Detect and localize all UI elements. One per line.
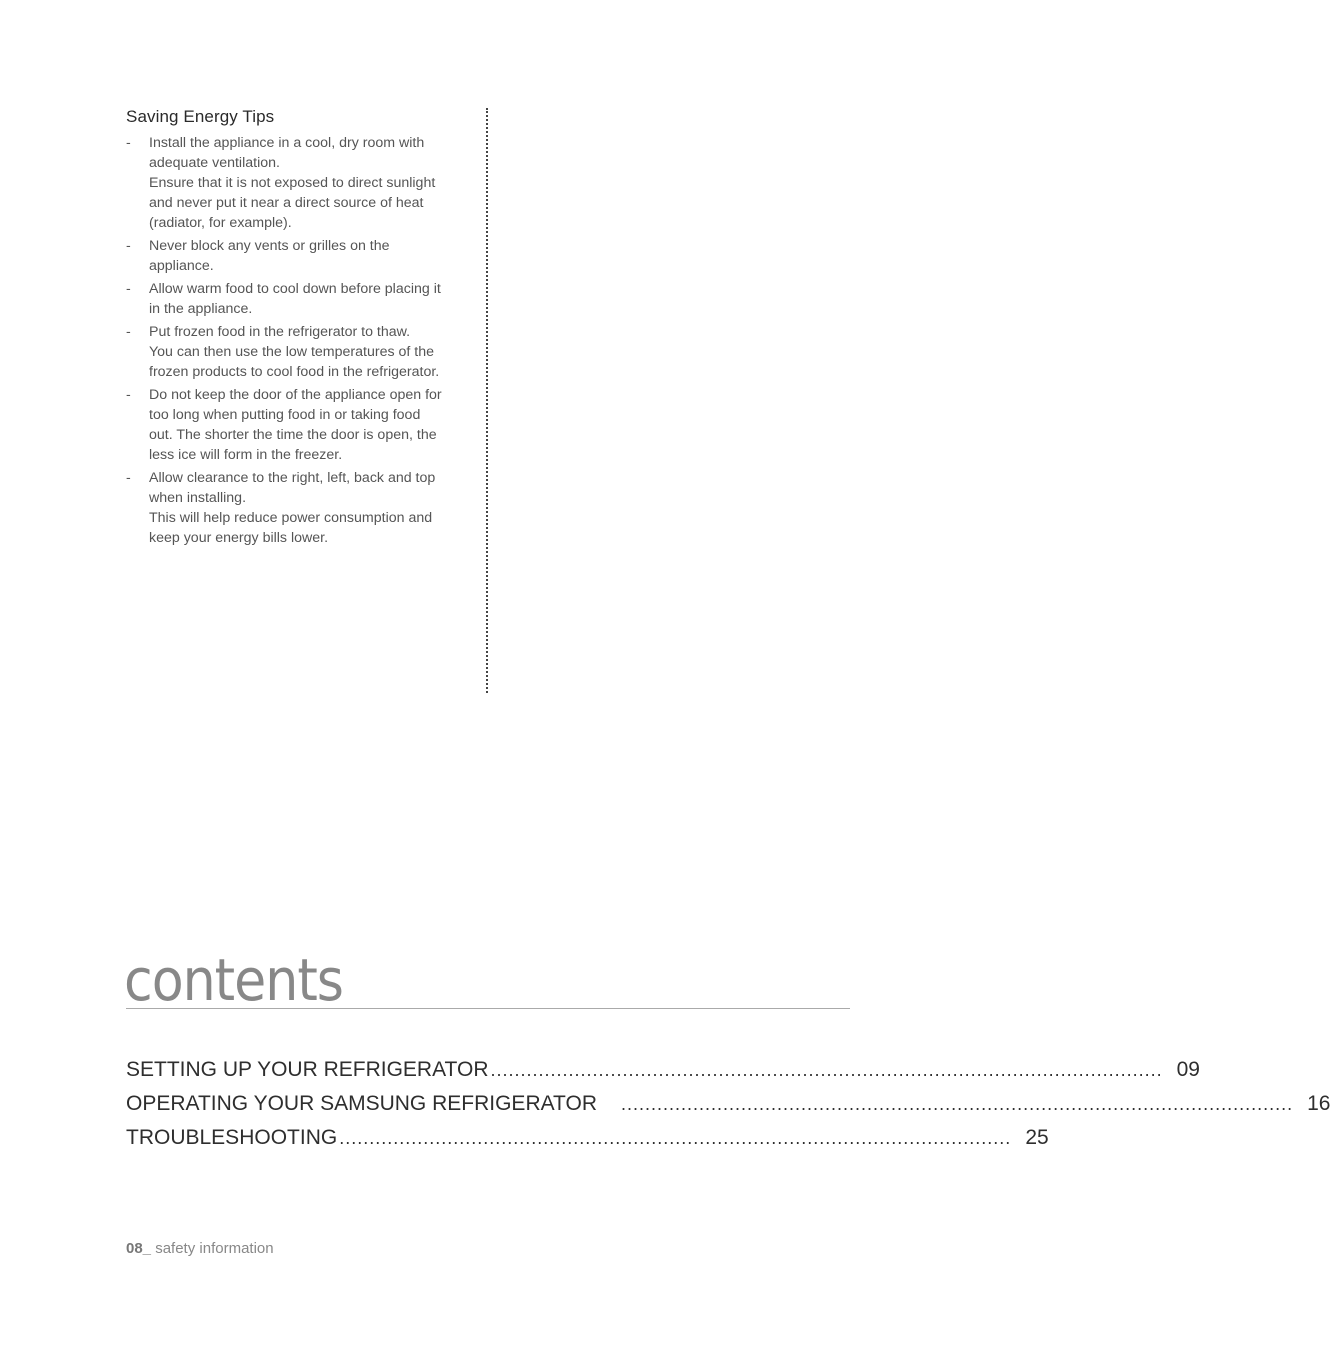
tip-line: Ensure that it is not exposed to direct sunlight — [149, 175, 436, 191]
toc-entry-label: SETTING UP YOUR REFRIGERATOR — [126, 1058, 489, 1081]
tip-line: This will help reduce power consumption and — [149, 510, 433, 526]
toc-entry-operating[interactable] — [126, 1092, 1330, 1126]
list-item — [126, 468, 476, 548]
bullet-dash: - — [126, 324, 131, 340]
list-item — [126, 322, 476, 382]
tip-line: out. The shorter the time the door is open, the — [149, 427, 437, 443]
toc-page-number: 16 — [1307, 1092, 1330, 1115]
toc-page-number: 09 — [1176, 1058, 1200, 1081]
tip-line: less ice will form in the freezer. — [149, 447, 343, 463]
table-of-contents — [126, 1058, 1330, 1160]
energy-tips-section — [126, 107, 476, 551]
bullet-dash: - — [126, 470, 131, 486]
bullet-dash: - — [126, 135, 131, 151]
energy-tips-heading: Saving Energy Tips — [126, 107, 275, 126]
list-item — [126, 133, 476, 233]
bullet-dash: - — [126, 281, 131, 297]
tip-line: in the appliance. — [149, 301, 253, 317]
list-item — [126, 279, 476, 319]
tip-line: frozen products to cool food in the refrigerator. — [149, 364, 440, 380]
toc-leader-dots: ................................................................................................................ — [339, 1128, 1012, 1148]
bullet-dash: - — [126, 238, 131, 254]
toc-leader-dots: ................................................................................................................ — [621, 1094, 1294, 1114]
toc-page-number: 25 — [1025, 1126, 1049, 1149]
bullet-dash: - — [126, 387, 131, 403]
tip-line: (radiator, for example). — [149, 215, 292, 231]
tip-line: appliance. — [149, 258, 214, 274]
tip-line: Allow warm food to cool down before placing it — [149, 281, 441, 297]
footer-section-name: safety information — [155, 1240, 274, 1257]
toc-entry-label: OPERATING YOUR SAMSUNG REFRIGERATOR — [126, 1092, 598, 1115]
column-divider — [486, 108, 488, 693]
tip-line: when installing. — [149, 490, 247, 506]
toc-leader-dots: ................................................................................................................ — [490, 1060, 1163, 1080]
list-item — [126, 236, 476, 276]
page-footer — [126, 1240, 274, 1257]
tip-line: adequate ventilation. — [149, 155, 280, 171]
energy-tips-list — [126, 133, 476, 548]
tip-line: Do not keep the door of the appliance open for — [149, 387, 442, 403]
tip-line: too long when putting food in or taking food — [149, 407, 421, 423]
toc-entry-label: TROUBLESHOOTING — [126, 1126, 338, 1149]
tip-line: Put frozen food in the refrigerator to thaw. — [149, 324, 411, 340]
contents-divider — [126, 1008, 850, 1009]
tip-line: Install the appliance in a cool, dry room with — [149, 135, 425, 151]
tip-line: You can then use the low temperatures of the — [149, 344, 434, 360]
toc-entry-setting-up[interactable] — [126, 1058, 1200, 1092]
toc-entry-troubleshooting[interactable] — [126, 1126, 1049, 1160]
tip-line: Allow clearance to the right, left, back and top — [149, 470, 436, 486]
list-item — [126, 385, 476, 465]
tip-line: and never put it near a direct source of heat — [149, 195, 424, 211]
tip-line: keep your energy bills lower. — [149, 530, 329, 546]
tip-line: Never block any vents or grilles on the — [149, 238, 390, 254]
contents-title: contents — [124, 946, 343, 1014]
footer-page-number: 08_ — [126, 1240, 152, 1257]
